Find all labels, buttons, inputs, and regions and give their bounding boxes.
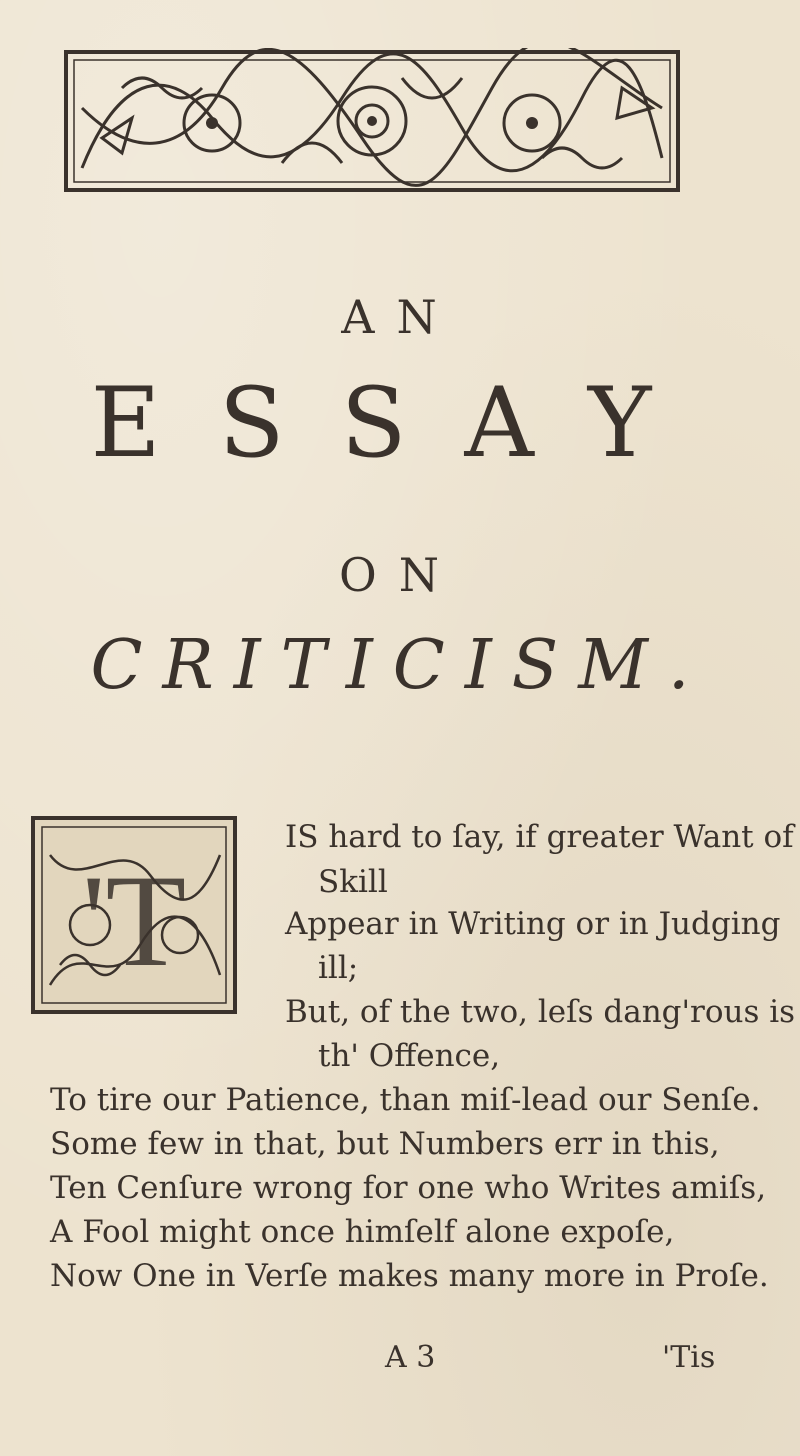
- signature-mark: A 3: [385, 1340, 436, 1375]
- poem-line-5: But, of the two, leſs dang'rous is: [285, 994, 796, 1030]
- decorated-initial-letter: [30, 815, 238, 1015]
- poem-line-3: Appear in Writing or in Judging: [285, 906, 781, 942]
- poem-line-6: th' Offence,: [318, 1038, 501, 1074]
- title-line-essay: ESSAY: [90, 367, 710, 479]
- initial-letter-glyph: 'T: [81, 847, 187, 994]
- poem-line-9: Ten Cenſure wrong for one who Writes amiſs,: [50, 1170, 767, 1206]
- poem-line-2: Skill: [318, 864, 388, 900]
- poem-line-7: To tire our Patience, than miſ-lead our Senſe.: [50, 1082, 761, 1118]
- poem-line-1: IS hard to ſay, if greater Want of: [285, 819, 794, 855]
- poem-line-11: Now One in Verſe makes many more in Proſe.: [50, 1258, 769, 1294]
- poem-line-8: Some few in that, but Numbers err in this,: [50, 1126, 720, 1162]
- poem-line-10: A Fool might once himſelf alone expoſe,: [50, 1214, 675, 1250]
- ornamental-headpiece: [62, 48, 682, 194]
- poem-line-4: ill;: [318, 950, 359, 986]
- catchword: 'Tis: [662, 1340, 716, 1375]
- title-line-an: AN: [341, 290, 459, 344]
- title-line-criticism: CRITICISM.: [90, 626, 710, 705]
- title-line-on: ON: [339, 548, 461, 602]
